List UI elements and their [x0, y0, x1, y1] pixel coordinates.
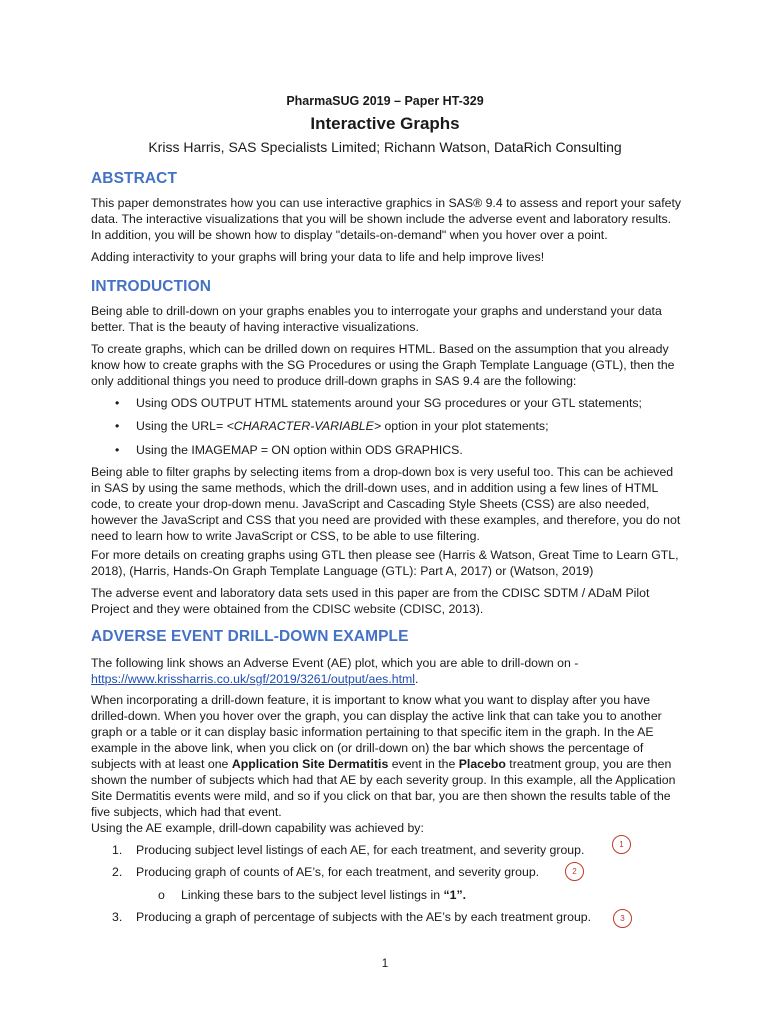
abstract-heading: ABSTRACT: [91, 170, 178, 187]
ae-paragraph-2: When incorporating a drill-down feature, it is important to know what you want to display after you have drilled-down. When you hover over the graph, you can display the active link that can take you to another graph or a table or it can display basic information pertaining to that specific item in the graph. In the AE example in the above link, when you click on (or drill-down on) the bar which shows the percentage of subjects with at least one Application Site Dermatitis event in the Placebo treatment group, you are then shown the number of subjects which had that AE by each severity group. In this example, all the Application Site Dermatitis events were mild, and so if you click on that bar, you are then shown the results table of the five subjects, which had that event.: [91, 693, 676, 819]
bullet-icon: •: [115, 443, 120, 457]
ae-heading: ADVERSE EVENT DRILL-DOWN EXAMPLE: [91, 628, 409, 645]
bullet-text: Using the URL= <CHARACTER-VARIABLE> option in your plot statements;: [136, 419, 549, 433]
conference-label: PharmaSUG 2019 – Paper HT-329: [286, 94, 484, 108]
abstract-paragraph-1: This paper demonstrates how you can use interactive graphics in SAS® 9.4 to assess and report your safety data. The interactive visualizations that you will be shown include the adverse event and laboratory results. In addition, you will be shown how to display "details-on-demand" when you hover over a point.: [91, 196, 682, 242]
callout-2-icon: 2: [565, 862, 584, 881]
ae-paragraph-3: Using the AE example, drill-down capability was achieved by:: [91, 821, 424, 835]
intro-paragraph-3: Being able to filter graphs by selecting items from a drop-down box is very useful too. This can be achieved in SAS by using the same methods, which the drill-down uses, and in addition using a few lines of HTML code, to create your drop-down menu. JavaScript and Cascading Style Sheets (CSS) are also needed, however the JavaScript and CSS that you need are provided with these examples, and therefore, you do not need to learn how to write JavaScript or CSS, to be able to use filtering.: [91, 465, 681, 543]
author-line: Kriss Harris, SAS Specialists Limited; Richann Watson, DataRich Consulting: [148, 139, 622, 155]
paper-page: PharmaSUG 2019 – Paper HT-329 Interactive Graphs Kriss Harris, SAS Specialists Limited; Richann Watson, DataRich Consulting ABSTRACT This paper demonstrates how you can use interactive graphics in SAS® 9.4 to assess and report your safety data. The interactive visualizations that you will be shown include the adverse event and laboratory results. In addition, you will be shown how to display "details-on-demand" when you hover over a point. Adding interactivity to your graphs will bring your data to life and help improve lives! INTRODUCTION Being able to drill-down on your graphs enables you to interrogate your graphs and understand your data better. That is the beauty of having interactive visualizations. To create graphs, which can be drilled down on requires HTML. Based on the assumption that you already know how to create graphs with the SG Procedures or using the Graph Template Language (GTL), then the only additional things you need to produce drill-down graphs in SAS 9.4 are the following: • Using ODS OUTPUT HTML statements around your SG procedures or your GTL statements; • Using the URL= <CHARACTER-VARIABLE> option in your plot statements; • Using the IMAGEMAP = ON option within ODS GRAPHICS. Being able to filter graphs by selecting items from a drop-down box is very useful too. This can be achieved in SAS by using the same methods, which the drill-down uses, and in addition using a few lines of HTML code, to create your drop-down menu. JavaScript and Cascading Style Sheets (CSS) are also needed, however the JavaScript and CSS that you need are provided with these examples, and therefore, you do not need to learn how to write JavaScript or CSS, to be able to use filtering. For more details on creating graphs using GTL then please see (Harris & Watson, Great Time to Learn GTL, 2018), (Harris, Hands-On Graph Template Language (GTL): Part A, 2017) or (Watson, 2019) The adverse event and laboratory data sets used in this paper are from the CDISC SDTM / ADaM Pilot Project and they were obtained from the CDISC website (CDISC, 2013). ADVERSE EVENT DRILL-DOWN EXAMPLE The following link shows an Adverse Event (AE) plot, which you are able to drill-down on - https://www.krissharris.co.uk/sgf/2019/3261/output/aes.html. When incorporating a drill-down feature, it is important to know what you want to display after you have drilled-down. When you hover over the graph, you can display the active link that can take you to another graph or a table or it can display basic information pertaining to that specific item in the graph. In the AE example in the above link, when you click on (or drill-down on) the bar which shows the percentage of subjects with at least one Application Site Dermatitis event in the Placebo treatment group, you are then shown the number of subjects which had that AE by each severity group. In this example, all the Application Site Dermatitis events were mild, and so if you click on that bar, you are then shown the results table of the five subjects, which had that event. Using the AE example, drill-down capability was achieved by: 1. Producing subject level listings of each AE, for each treatment, and severity group. 2. Producing graph of counts of AE’s, for each treatment, and severity group. o Linking these bars to the subject level listings in “1”. 3. Producing a graph of percentage of subjects with the AE’s by each treatment group. 1 2 3 1: [0, 0, 770, 1024]
bullet-icon: •: [115, 419, 120, 433]
circle-bullet-icon: o: [158, 888, 165, 902]
character-variable-placeholder: <CHARACTER-VARIABLE>: [226, 419, 382, 433]
page-number: 1: [381, 958, 389, 970]
bullet-icon: •: [115, 396, 120, 410]
paper-title: Interactive Graphs: [310, 114, 460, 133]
callout-1-icon: 1: [612, 835, 631, 854]
bullet-text: Using ODS OUTPUT HTML statements around your SG procedures or your GTL statements;: [136, 396, 642, 410]
ae-output-link[interactable]: https://www.krissharris.co.uk/sgf/2019/3261/output/aes.html: [91, 672, 415, 686]
ae-paragraph-1: The following link shows an Adverse Event (AE) plot, which you are able to drill-down on - https://www.krissharris.co.uk/sgf/2019/3261/output/aes.html.: [91, 656, 579, 686]
callout-3-icon: 3: [613, 909, 632, 928]
bullet-text: Using the IMAGEMAP = ON option within ODS GRAPHICS.: [136, 443, 463, 457]
intro-paragraph-2: To create graphs, which can be drilled down on requires HTML. Based on the assumption that you already know how to create graphs with the SG Procedures or using the Graph Template Language (GTL), then the only additional things you need to produce drill-down graphs in SAS 9.4 are the following:: [91, 342, 675, 388]
intro-paragraph-1: Being able to drill-down on your graphs enables you to interrogate your graphs and understand your data better. That is the beauty of having interactive visualizations.: [91, 304, 662, 334]
intro-paragraph-5: The adverse event and laboratory data sets used in this paper are from the CDISC SDTM / ADaM Pilot Project and they were obtained from the CDISC website (CDISC, 2013).: [91, 586, 650, 616]
introduction-heading: INTRODUCTION: [91, 278, 212, 295]
intro-paragraph-4: For more details on creating graphs using GTL then please see (Harris & Watson, Great Time to Learn GTL, 2018), (Harris, Hands-On Graph Template Language (GTL): Part A, 2017) or (Watson, 2019): [91, 548, 679, 578]
abstract-paragraph-2: Adding interactivity to your graphs will bring your data to life and help improve lives!: [91, 250, 545, 264]
